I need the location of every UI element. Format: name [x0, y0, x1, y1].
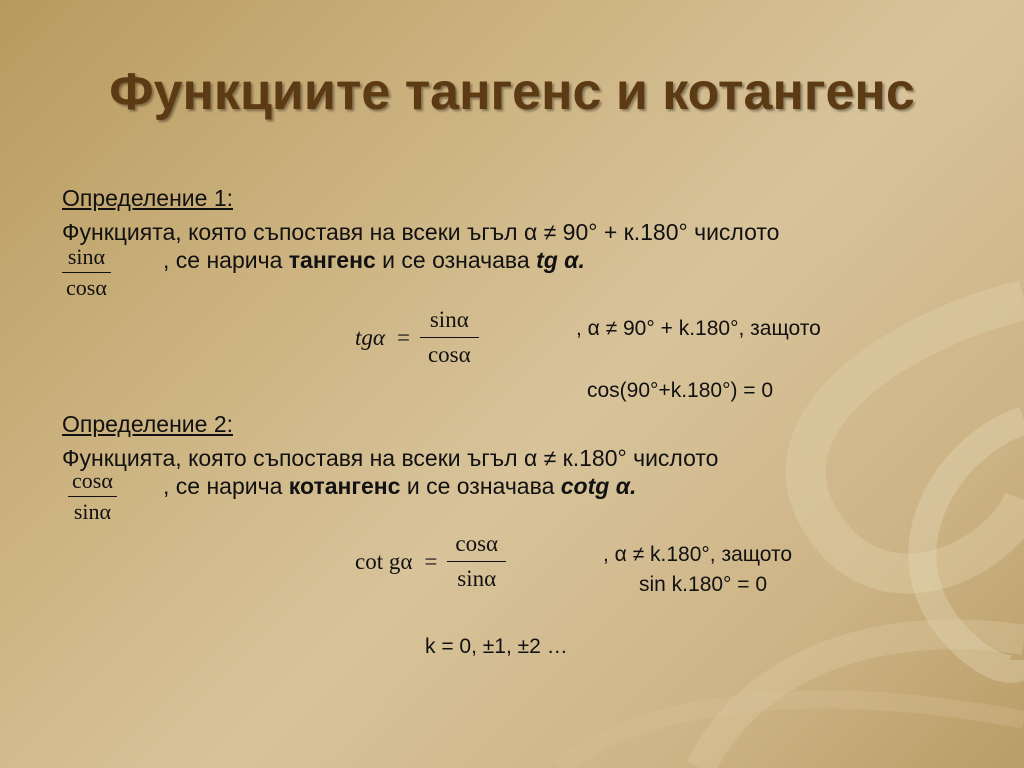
fraction-numerator: cosα — [72, 468, 113, 493]
formula-equals: = — [424, 548, 438, 574]
definition-2-line2 — [163, 472, 636, 500]
definition-1-fraction — [62, 244, 111, 301]
formula-numerator: sinα — [429, 307, 469, 332]
definition-2-line1: Функцията, която съпоставя на всеки ъгъл α ≠ к.180° числото — [62, 445, 719, 471]
k-values-note: k = 0, ±1, ±2 … — [425, 635, 568, 658]
cotangent-reason: sin k.180° = 0 — [639, 573, 768, 596]
notation-cotg: cotg α. — [560, 473, 637, 499]
fraction-bar — [68, 496, 117, 497]
fraction-denominator: cosα — [66, 275, 107, 300]
text-segment: и се означава — [400, 473, 561, 499]
formula-bar — [447, 561, 506, 562]
term-tangent: тангенс — [288, 247, 376, 273]
formula-lhs: cot gα — [355, 548, 413, 574]
fraction-numerator: sinα — [67, 244, 106, 269]
definition-2-heading: Определение 2: — [62, 411, 233, 437]
slide-title: Функциите тангенс и котангенс — [109, 63, 915, 121]
formula-denominator: cosα — [427, 342, 471, 367]
definition-1-line1: Функцията, която съпоставя на всеки ъгъл α ≠ 90° + к.180° числото — [62, 219, 780, 245]
formula-equals: = — [396, 324, 410, 350]
text-segment: и се означава — [375, 247, 537, 273]
cotangent-formula — [355, 530, 506, 593]
tangent-formula — [355, 306, 479, 369]
text-segment: , се нарича — [163, 473, 289, 499]
fraction-bar — [62, 272, 111, 273]
notation-tg: tg α. — [536, 247, 585, 273]
cotangent-condition: , α ≠ k.180°, защото — [603, 543, 793, 566]
definition-1-line2 — [163, 246, 585, 274]
formula-bar — [420, 337, 479, 338]
term-cotangent: котангенс — [288, 473, 401, 499]
definition-1-heading: Определение 1: — [62, 185, 233, 211]
fraction-denominator: sinα — [73, 499, 112, 524]
tangent-condition: , α ≠ 90° + k.180°, защото — [576, 317, 821, 340]
text-segment: , се нарича — [163, 247, 289, 273]
definition-2-fraction — [68, 468, 117, 525]
formula-numerator: cosα — [455, 531, 499, 556]
formula-denominator: sinα — [457, 566, 497, 591]
formula-lhs: tgα — [355, 324, 385, 350]
tangent-reason: cos(90°+k.180°) = 0 — [587, 379, 774, 402]
